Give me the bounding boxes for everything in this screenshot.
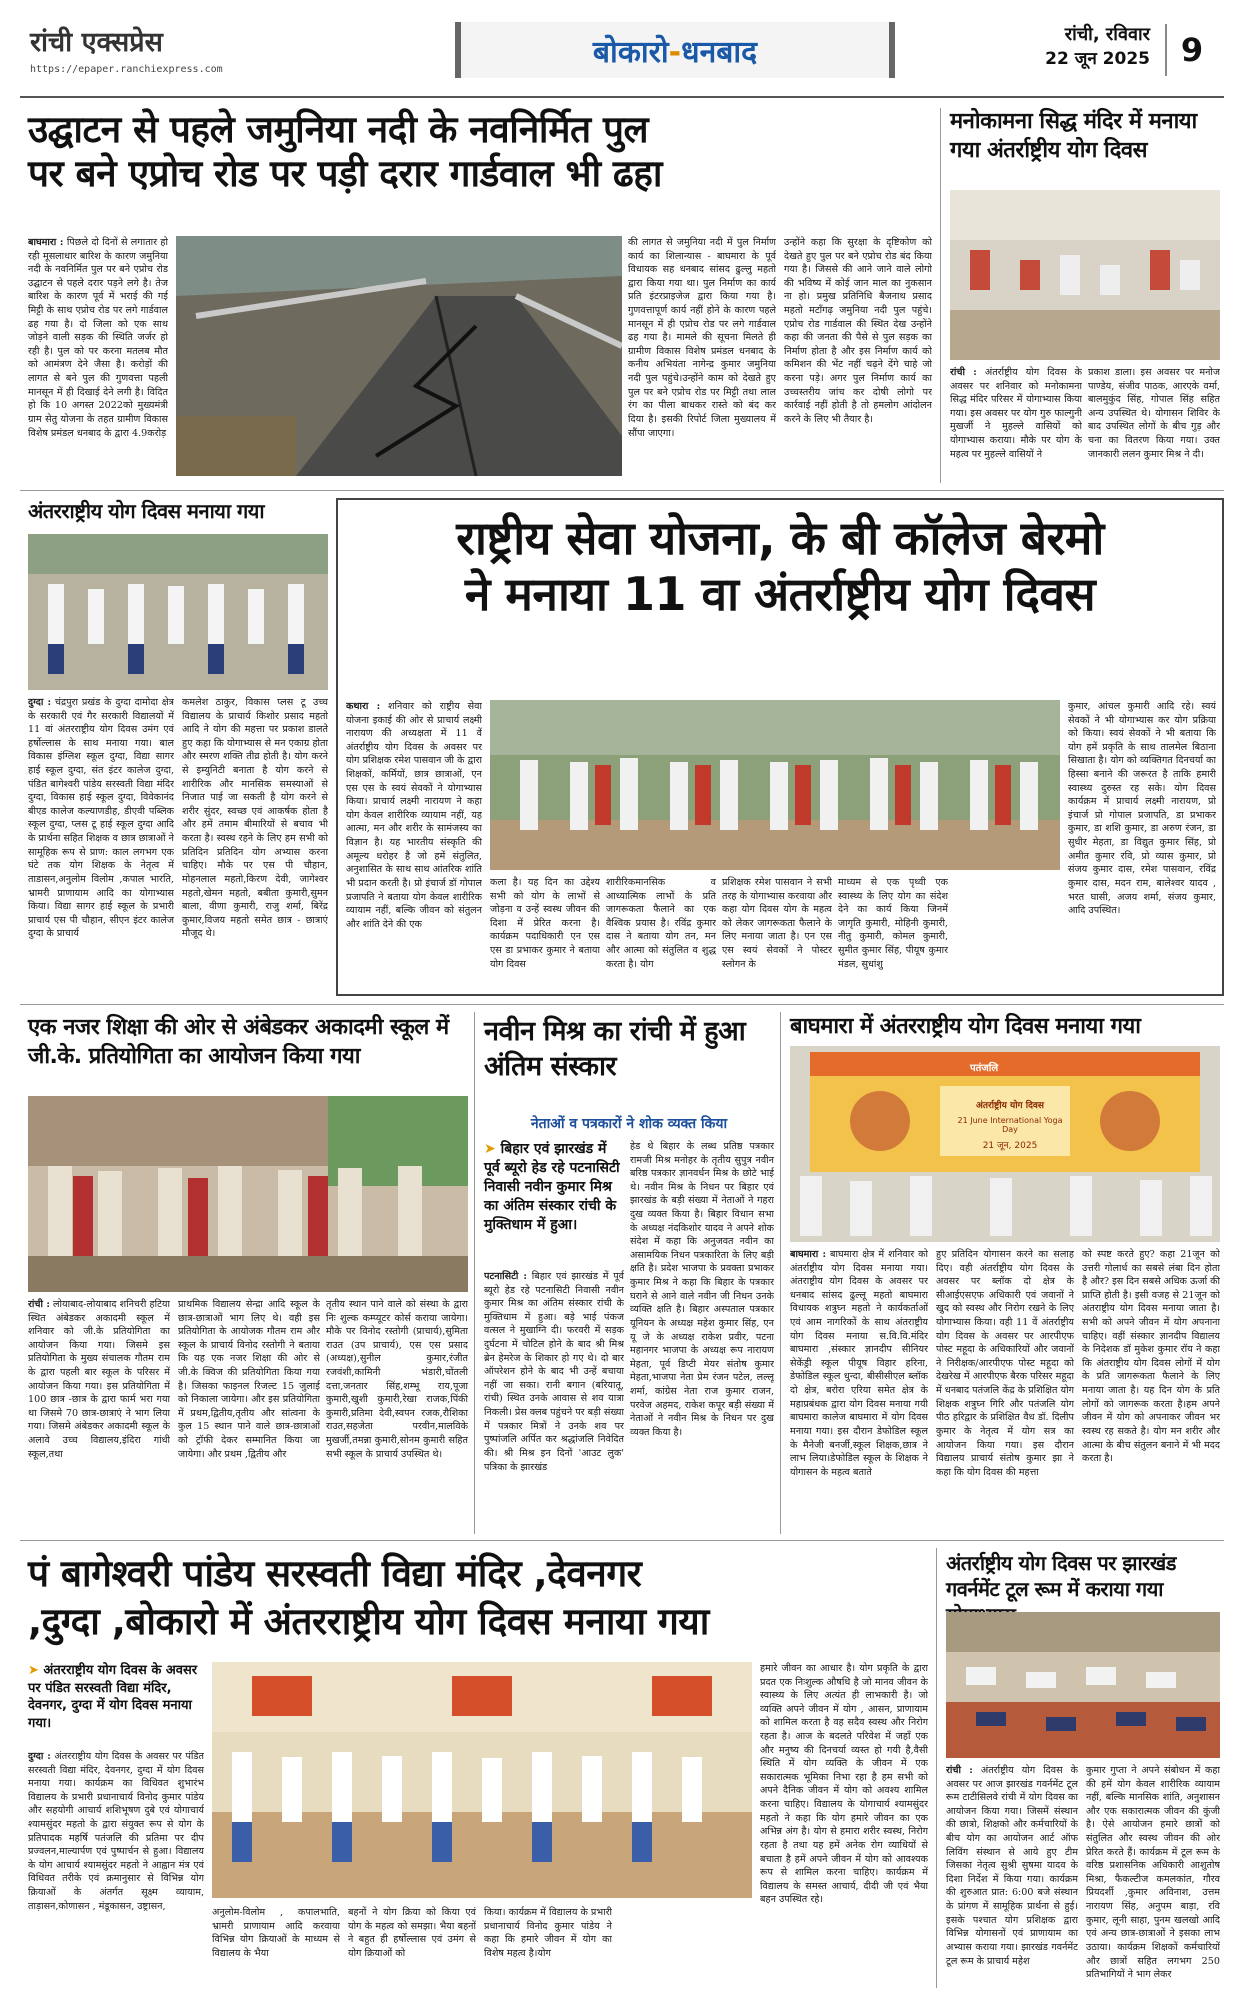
row-divider [20,490,1224,491]
school-yoga-photo [28,534,328,690]
story4-column-2: कला है। यह दिन का उद्देश्य सभी को योग के लाभों से जोड़ना व उन्हें स्वस्थ जीवन की दिशा में प्रेरित करना है। कार्यक्रम पदाधिकारी एन एस एस डा प्रभाकर कुमार ने बताया योग दिवस [490,877,600,970]
masthead-dateline [1000,22,1150,69]
story6-deck: ➤ बिहार एवं झारखंड में पूर्व ब्यूरो हेड रहे पटनासिटी निवासी नवीन कुमार मिश्र का अंतिम संस्कार रांची के मुक्तिधाम में हुआ। [484,1141,620,1233]
story9-column-1: रांची : अंतर्राष्ट्रीय योग दिवस के अवसर पर आज झारखंड गवर्नमेंट टूल रूम टाटीसिलवे रांची में योग दिवस का आयोजन किया गया। जिसमें संस्थान की छात्रो, शिक्षको और कर्मचारियों के बीच योग का आयोजन आर्ट ऑफ लिविंग संस्थान से आये हुए टीम जिसका नेतृत्व सुश्री सुषमा यादव के दिशा निर्देश में किया गया। कार्यक्रम की शुरुआत प्रात: 6:00 बजे संस्थान के प्रांगण में सामूहिक प्रार्थना से हुई। इसके पश्चात योग प्रशिक्षक द्वारा विभिन्न योगासनों एवं प्राणायाम का अभ्यास कराया गया। झारखंड गवर्नमेंट टूल रूम के प्राचार्य महेश [946,1765,1078,1967]
story1-column-1: बाघमारा : पिछले दो दिनों से लगातार हो रही मूसलाधार बारिश के कारण जमुनिया नदी के नवनिर्मित पुल पर बने एप्रोच रोड उद्घाटन से पहले दरार पड़ने लगे है। तेज बारिश के कारण पूर्व में भराई की गई मिट्टी के साथ एप्रोच रोड पर लगे गार्डवाल ढह गया है। दो जिला को एक साथ जोड़ने वाली सड़क की स्थिति जर्जर हो रही है। पुल को पर करना मतलब मौत को आमंत्रण देने जैसा है। करोड़ों की लागत से बने पुल की गुणवत्ता पहली मानसून में ही दिखाई देने लगी है। विदित हो कि 10 अगस्त 2022को मुख्यमंत्री ग्राम सेतु योजना के तहत ग्रामीण विकास विशेष प्रमंडल धनबाद के द्वारा 4.9करोड़ [28,237,168,439]
story9-column-2: कुमार गुप्ता ने अपने संबोधन में कहा की हमें योग केवल शारीरिक व्यायाम नहीं, बल्कि मानसिक शांति, अनुशासन और एक सकारात्मक जीवन की कुंजी है। ऐसे आयोजन हमारे छात्रों को संतुलित और स्वस्थ जीवन की ओर प्रेरित करते हैं। कार्यक्रम में टूल रूम के वरिष्ठ प्रशासनिक अधिकारी आशुतोष मिश्रा, फैकल्टीज कमलकांत, गौरव प्रियदर्शी ,कुमार अविनाश, उत्तम नारायण सिंह, अनुपम बाड़ा, रवि कुमार, लूनी साहा, पुनम खलखो आदि एवं अन्य छात्र-छात्राओं ने इसका लाभ उठाया। कार्यक्रम शिक्षकों कर्मचारियों और छात्रों सहित लगभग 250 प्रतिभागियों ने भाग लेकर [1086,1765,1220,1981]
banner-brand: पतंजलि [970,1063,999,1074]
story4-column-3: शारीरिकमानसिक व आध्यात्मिक लाभों के प्रति जागरूकता फैलाने का एक वैश्विक प्रयास है। रविंद्र कुमार दास ने बताया योग तन, मन और आत्मा को संतुलित व शुद्ध करता है। योग [606,877,716,970]
story9-headline: अंतर्राष्ट्रीय योग दिवस पर झारखंड गवर्नमेंट टूल रूम में कराया गया [946,1551,1176,1601]
column-divider [780,1012,781,1534]
story4-column-6: कुमार, आंचल कुमारी आदि रहे। स्वयं सेवकों ने भी योगाभ्यास कर योग प्रक्रिया को किया। स्वयं सेवकों ने भी बताया कि योग हमें प्रकृति के साथ तालमेल बिठाना सिखाता है। योग को व्यक्तिगत दिनचर्या का हिस्सा बनाने की जरूरत है ताकि हमारी स्वास्थ्य दुरुस्त रह सके। योग दिवस कार्यक्रम में प्राचार्य लक्ष्मी नारायण, प्रो इंचार्ज प्रो गोपाल प्रजापति, डा प्रभाकर कुमार, डा शशि कुमार, डा अरुण रंजन, डा सुधीर मेहता, डा विद्युत कुमार सिंह, प्रो अमीत कुमार रवि, प्रो व्यास कुमार, प्रो संजय कुमार दास, रमेश पासवान, रविंद्र कुमार दास, मदन राम, बालेश्वर यादव , भरत घासी, अजय शर्मा, संजय कुमार, आदि उपस्थित। [1068,701,1216,917]
city-day: रांची, रविवार [1064,24,1150,45]
story3-column-1: दुग्दा : चंद्रपुरा प्रखंड के दुग्दा दामोदा क्षेत्र के सरकारी एवं गैर सरकारी विद्यालयों में 11 वां अंतरराष्ट्रीय योग दिवस उमंग एवं हर्षोल्लास के साथ मनाया गया। बाल विकास इंग्लिश स्कूल दुग्दा, विद्या सागर हाई स्कूल दुग्दा, संत इंटर कालेज दुग्दा, पंडित बागेश्वरी पांडेय सरस्वती विद्या मंदिर दुग्दा, विकास हाई स्कूल दुग्दा, विवेकानंद बीएड कालेज कल्याणडीह, डीएवी पब्लिक स्कूल दुग्दा, प्लस टू हाई स्कूल दुग्दा आदि के प्रार्थना सहित शिक्षक व छात्र छात्राओं ने सामूहिक रूप से प्राण: काल लगभग एक घंटे तक योग शिक्षक के नेतृत्व में ताडासन,अनुलोम विलोम ,कपाल भारति, भ्रामरी प्राणायाम आदि का योगाभ्यास किया। विद्या सागर हाई स्कूल के प्रभारी प्राचार्य एस पी चौहान, सीएन इंटर कालेज दुग्दा के प्राचार्य [28,697,174,940]
story2-column-1: रांची : अंतर्राष्ट्रीय योग दिवस के अवसर पर शनिवार को मनोकामना सिद्ध मंदिर परिसर में योगाभ्यास किया गया। इस अवसर पर योग गुरु फाल्गुनी मुखर्जी ने मुहल्ले वासियों को योगाभ्यास कराया। मौके पर योग के महत्व पर मुहल्ले वासियों ने [950,367,1082,460]
baghmara-yoga-photo [790,1046,1220,1242]
story7-column-1: बाघमारा : बाघमारा क्षेत्र में शनिवार को अंतर्राष्ट्रीय योग दिवस मनाया गया। अंतराष्ट्रीय योग दिवस के अवसर पर धनबाद सांसद ढुल्लू महतो बाघमारा विधायक शत्रुघ्न महतो ने कार्यकर्ताओं एवं आम नागरिकों के साथ अंतराष्ट्रीय योग दिवस मनाया स.वि.वि.मंदिर बाघमारा ,संस्कार ज्ञानदीप सीनियर सेकेंड्री स्कूल पीयूष विहार हरिना, डेफोडिल स्कूल धुन्दा, बीसीसीएल ब्लॉक दो क्षेत्र, बरोरा एरिया समेत क्षेत्र के महाप्रबंधक द्वारा योग दिवस मनाया गयी बाघमारा कालेज बाघमारा में योग दिवस मनाया गया। इस दौरान डेफोडिल स्कूल के मैनेजी बनर्जी,स्कूल शिक्षक,छात्र ने लाभ लिया।डेफोडिल स्कूल के शिक्षक ने योगासन के महत्व बताते [790,1249,928,1478]
banner-date: 21 जून, 2025 [982,1141,1038,1151]
story7-column-3: को स्पष्ट करते हुए? कहा 21जून को उत्तरी गोलार्ध का सबसे लंबा दिन होता है और? इस दिन सबसे अधिक ऊर्जा की प्राप्ति होती है। इसी वजह से 21जून को अंतराष्ट्रीय योग दिवस मनाया जाता है। सभी को अपने जीवन में योग अपनाना चाहिए। वहीं संस्कार ज्ञानदीप विद्यालय के निदेशक डॉ मुकेश कुमार रॉय ने कहा कि अंतराष्ट्रीय योग दिवस लोगों में योग के प्रति जागरूकता फैलाने के लिए मनाया जाता है। यह दिन योग के प्रति लोगों को जागरूक करता है।हम अपने जीवन में योग को अपनाकर जीवन भर स्वस्थ रह सकते है। योग मन शरीर और आत्मा के बीच संतुलन बनाने में भी मदद करता है। [1082,1249,1220,1465]
story2-column-2: प्रकाश डाला। इस अवसर पर मनोज पाण्डेय, संजीव पाठक, आरएके वर्मा, बालमुकुंद सिंह, गोपाल सिंह सहित अन्य उपस्थित थे। योगासन शिविर के बाद उपस्थित लोगों के बीच गुड़ और चना का वितरण किया गया। उक्त जानकारी ललन कुमार मिश्र ने दी। [1088,367,1220,460]
column-divider [936,1548,937,1988]
story8-headline: पं बागेश्वरी पांडेय सरस्वती विद्या मंदिर ,देवनगर ,दुग्दा ,बोकारो में अंतरराष्ट्रीय योग दिवस मनाया गया [28,1552,709,1644]
story5-column-2: प्राथमिक विद्यालय सेन्द्रा आदि स्कूल के छात्र-छात्राओं भाग लिए थे। वही इस प्रतियोगिता के आयोजक गौतम राम और स्कूल के प्राचार्य विनोद रस्तोगी ने बताया कि यह एक नजर शिक्षा की ओर से जी.के क्विज की प्रतियोगिता किया गया है। जिसका फाइनल रिजल्ट 15 जुलाई को निकाला जायेगा। और इस प्रतियोगिता में प्रथम,द्वितीय,तृतीय और सांत्वना के कुल 15 स्थान पाने वाले छात्र-छात्राओं को ट्रॉफी देकर सम्मानित किया जा जायेगा। और प्रथम ,द्वितीय और [178,1299,320,1460]
story8-deck: ➤ अंतरराष्ट्रीय योग दिवस के अवसर पर पंडित सरस्वती विद्या मंदिर, देवनगर, दुग्दा में योग दिवस मनाया गया। [28,1663,198,1731]
newspaper-logo: रांची एक्सप्रेस [30,27,163,58]
gk-competition-photo [28,1096,468,1292]
story8-column-5: हमारे जीवन का आधार है। योग प्रकृति के द्वारा प्रदत एक निःशुल्क औषधि है जो मानव जीवन के स्वास्थ्य के लिए अत्यंत ही लाभकारी है। जो व्यक्ति अपने जीवन में योग , आसन, प्राणायाम को शामिल करता है वह सदैव स्वस्थ और निरोग रहता है। आज के बदलते परिवेश में जहाँ एक और मनुष्य की दिनचर्या व्यस्त हो गयी है,वैसी स्थिति में योग व्यक्ति के जीवन में एक सकारात्मक भूमिका निभा रहा है हम सभी को अपने दैनिक जीवन में योग को अवश्य शामिल करना चाहिए। विद्यालय के योगाचार्य श्यामसुंदर महतो ने कहा कि योग हमारे जीवन का एक अभिन्न अंग है। योग से हमारा शरीर स्वस्थ, निरोग रहता है तथा यह हमें अनेक रोग व्याधियों से बचाता है हमें अपने जीवन में योग को आवश्यक रूप से शामिल करना चाहिए। कार्यक्रम में विद्यालय के समस्त आचार्य, दीदी जी एवं भैया बहन उपस्थित रहे। [760,1663,928,1906]
vidya-mandir-yoga-photo [212,1662,752,1898]
column-divider [940,108,941,483]
arrow-bullet-icon: ➤ [484,1141,501,1157]
column-divider [474,1012,475,1534]
arrow-bullet-icon: ➤ [28,1663,44,1678]
page-number: 9 [1165,24,1217,76]
story6-kicker: नेताओं व पत्रकारों ने शोक व्यक्त किया [484,1114,774,1133]
story1-headline: उद्घाटन से पहले जमुनिया नदी के नवनिर्मित पुल पर बने एप्रोच रोड पर पड़ी दरार गार्डवाल भी ढहा [28,108,662,195]
story7-column-2: हुए प्रतिदिन योगासन करने का सलाह दिए। वही अंतर्राष्ट्रीय योग दिवस के अवसर पर ब्लॉक दो क्षेत्र के सीआईएसएफ अधिकारी एवं जवानों ने खुद को स्वस्थ और निरोग रखने के लिए योगाभ्यास किया। वही 11 वें अंतर्राष्ट्रीय योग दिवस के अवसर पर आरपीएफ पोस्ट महूदा के अधिकारियों और जवानों ने निरीक्षक/आरपीएफ पोस्ट महूदा को देखरेख में आरपीएफ बैरक परिसर महूदा में धनबाद पतंजलि केंद्र के प्रशिक्षित योग शिक्षक शत्रुघ्न गिरि और पतंजलि योग पीठ हरिद्वार के प्रशिक्षित वैध डॉ. दिलीप कुमार के नेतृत्व में योग सत्र का आयोजन किया गया। इस दौरान विद्यालय प्राचार्य संतोष कुमार झा ने कहा कि योग दिवस की महत्ता [936,1249,1074,1478]
story6-column-1: पटनासिटी : बिहार एवं झारखंड में पूर्व ब्यूरो हेड रहे पटनासिटी निवासी नवीन कुमार मिश्र का अंतिम संस्कार रांची के मुक्तिधाम में हुआ। बड़े भाई पंकज वत्सल ने मुखाग्नि दी। फरवरी में सड़क दुर्घटना में चोटिल होने के बाद श्री मिश्र ब्रेन हेमरेज के शिकार हो गए थे। दो बार ऑपरेशन होने के बाद भी उन्हें बचाया नहीं जा सका। रानी बगान (बरियातू, रांची) स्थित उनके आवास से शव यात्रा निकली। प्रेस क्लब पहुंचने पर बड़ी संख्या में पत्रकार मित्रों ने उनके शव पर पुष्पांजलि अर्पित कर श्रद्धांजलि निवेदित की। श्री मिश्र इन दिनों 'आउट लुक' पत्रिका के झारखंड [484,1271,624,1473]
story3-headline: अंतरराष्ट्रीय योग दिवस मनाया गया [28,499,265,523]
section-banner [455,22,895,78]
story8-column-3: बहनों ने योग क्रिया को किया एवं योग के महत्व को समझा। भैया बहनों ने बहुत ही हर्षोल्लास एवं उमंग से योग क्रियाओं को [348,1907,476,1959]
section-title: बोकारो-धनबाद [592,34,758,70]
story3-column-2: कमलेश ठाकुर, विकास प्लस टू उच्च विद्यालय के प्राचार्य किशोर प्रसाद महतो आदि ने योग की महत्ता पर प्रकाश डालते हुए कहा कि योगाभ्यास से मन एकाग्र होता और स्मरण शक्ति तीव्र होती है। योग करने से इम्युनिटी बनाता है योग करने से शारीरिक और मानसिक समस्याओं से निजात पाई जा सकती है योग करने से शरीर सुंदर, स्वच्छ एवं आकर्षक होता है और हमें तमाम बीमारियों से बचाव भी करता है। स्वस्थ रहने के लिए हम सभी को प्रतिदिन प्रतिदिन योग अभ्यास करना चाहिए। मौके पर एस पी चौहान, मोहनलाल महतो,किरण देवी, जागेश्वर महतो,खेमन महतो, बबीता कुमारी,सुमन बाला, वीणा कुमारी, राजु शर्मा, बिरेंद्र कुमार,विजय महतो समेत छात्र - छात्राएं मौजूद थे। [182,697,328,940]
row-divider [20,1540,1224,1541]
masthead-rule [20,96,1224,98]
story4-column-1: कथारा : शनिवार को राष्ट्रीय सेवा योजना इकाई की ओर से प्राचार्य लक्ष्मी नारायण की अध्यक्षता में 11 वें अंतर्राष्ट्रीय योग दिवस के अवसर पर योग प्रशिक्षक रमेश पासवान जी के द्वारा शिक्षकों, कर्मियों, छात्र छात्राओं, एन एस एस के स्वयं सेवकों ने योगाभ्यास किया। प्राचार्य लक्ष्मी नारायण ने कहा योग केवल शारीरिक व्यायाम नहीं, यह आत्मा, मन और शरीर के सामंजस्य का विज्ञान है। यह भारतीय संस्कृति की अमूल्य धरोहर है जो हमें संतुलित, अनुशासित के साथ साथ आंतरिक शांति भी प्रदान करती है। प्रो इंचार्ज डॉ गोपाल प्रजापति ने बताया योग केवल शारीरिक व्यायाम नहीं, बल्कि जीवन को संतुलन और शांति देने की एक [346,701,482,930]
story4-column-5: माध्यम से एक पृथ्वी एक स्वास्थ्य के लिए योग का संदेश देने का कार्य किया जिनमें जागृति कुमारी, मोहिनी कुमारी, नीतु कुमारी, कोमल कुमारी, सुमीत कुमार सिंह, पीयूष कुमार मंडल, सुधांशु [838,877,948,970]
story5-column-3: तृतीय स्थान पाने वाले को संस्था के द्वारा निः शुल्क कम्प्यूटर कोर्स कराया जायेगा। मौके पर विनोद रस्तोगी (प्राचार्य),सुमिता राउत (उप प्राचार्य), एस एस प्रसाद (अध्यक्ष),सुनील कुमार,रंजीत रजवंशी,कामिनी भंडारी,चोंतली दत्ता,जनतार सिंह,शम्भू राय,पूजा कुमारी,खुशी कुमारी,रेखा राजक,पिंकी कुमारी,प्रतिमा देवी,स्वपन रजक,रौशिका राउत,सहजेता परवीन,मालविके मुखर्जी,तमन्ना कुमारी,सोनम कुमारी सहित सभी स्कूल के प्राचार्य उपस्थित थे। [326,1299,468,1460]
story4-column-4: प्रशिक्षक रमेश पासवान ने सभी तरह के योगाभ्यास करवाया और कहा योग दिवस योग के महत्व को लेकर जागरूकता फैलाने के लिए मनाया जाता है। एन एस एस स्वयं सेवकों ने पोस्टर स्लोगन के [722,877,832,970]
issue-date: 22 जून 2025 [1045,49,1150,69]
row-divider [20,1004,1224,1005]
banner-line1: अंतर्राष्ट्रीय योग दिवस [976,1101,1044,1111]
bridge-crack-photo [176,236,622,476]
epaper-url[interactable]: https://epaper.ranchiexpress.com [30,64,223,75]
nss-yoga-photo [490,700,1060,870]
story8-column-1: दुग्दा : अंतरराष्ट्रीय योग दिवस के अवसर पर पंडित सरस्वती विद्या मंदिर, देवनगर, दुग्दा में योग दिवस मनाया गया। कार्यक्रम का विधिवत शुभारंभ विद्यालय के प्रभारी प्रधानाचार्य विनोद कुमार पांडेय और सहयोगी आचार्य शशिभूषण दुबे एवं योगाचार्य श्यामसुंदर महतो के द्वारा संयुक्त रूप से योग के प्रतिपादक महर्षि पतंजलि की प्रतिमा पर दीप प्रज्वलन,माल्यार्पण एवं पुष्पार्चन से हुआ। विद्यालय के योग आचार्य श्यामसुंदर महतो ने आह्वान मंत्र एवं विधिवत तरीके एवं क्रमानुसार से विभिन्न योग क्रियाओं के अंतर्गत सूक्ष्म व्यायाम, ताड़ासन,कोणासन , मंडूकासन, उष्ट्रासन, [28,1751,204,1912]
story8-column-2: अनुलोम-विलोम , कपालभाति, भ्रामरी प्राणायाम आदि करवाया विभिन्न योग क्रियाओं के माध्यम से विद्यालय के भैया [212,1907,340,1959]
story5-column-1: रांची : लोयाबाद-लोयाबाद शनिचरी हटिया स्थित अंबेडकर अकादमी स्कूल में शनिवार को जी.के प्रतियोगिता का आयोजन किया गया। जिसमे इस प्रतियोगिता के मुख्य संचालक गौतम राम के द्वारा पहली बार स्कूल के परिसर में आयोजन किया गया। इस प्रतियोगिता में 100 छात्र -छात्र के द्वारा फार्म भरा गया था जिसमे 70 छात्र-छात्राएं ने भाग लिया गया। जिसमे अंबेडकर अकादमी स्कूल के अलावे उच्च विद्यालय,इंदिरा गांधी स्कूल,तथा [28,1299,170,1460]
story7-headline: बाघमारा में अंतरराष्ट्रीय योग दिवस मनाया गया [790,1014,1141,1039]
story1-column-3: उन्होंने कहा कि सुरक्षा के दृष्टिकोण को देखते हुए पुल पर बने एप्रोच रोड बंद किया गया है। जिससे की आने जाने वाले लोगो की भविष्य में कोई जान माल का नुकसान ना हो। प्रमुख प्रतिनिधि बैजनाथ प्रसाद महतो मटॉंगढ़ जमुनिया नदी पुल पहुंचे। एप्रोच रोड गार्डवाल की स्थित देख उन्होंने कहा की जनता की पैसे से पुल सड़क का निर्माण होता है और इस निर्माण कार्य को कमिशन की भेंट नहीं चढ़ने देंगे चाहे जो करना पड़े। अगर पुल निर्माण कार्य का उच्चस्तरीय जांच कर दोषी लोगो पर कार्रवाई नहीं होती है तो हमलोग आंदोलन करने के लिए भी तैयार है। [784,237,932,425]
story2-headline: मनोकामना सिद्ध मंदिर में मनाया गया अंतर्राष्ट्रीय योग दिवस [950,109,1197,163]
story5-headline: एक नजर शिक्षा की ओर से अंबेडकर अकादमी स्कूल में जी.के. प्रतियोगिता का आयोजन किया गया [28,1015,449,1069]
story8-column-4: किया। कार्यक्रम में विद्यालय के प्रभारी प्रधानाचार्य विनोद कुमार पांडेय ने कहा कि हमारे जीवन में योग का विशेष महत्व है।योग [484,1907,612,1959]
tool-room-yoga-photo [946,1612,1220,1758]
story6-headline: नवीन मिश्र का रांची में हुआ अंतिम संस्कार [484,1016,746,1083]
story4-headline: राष्ट्रीय सेवा योजना, के बी कॉलेज बेरमो ने मनाया 11 वा अंतर्राष्ट्रीय योग दिवस [456,511,1104,622]
banner-line2: 21 June International Yoga Day [957,1116,1063,1134]
story6-column-2: हेड थे बिहार के लब्ध प्रतिष्ठ पत्रकार रामजी मिश्र मनोहर के तृतीय सुपुत्र नवीन बरिष्ठ पत्रकार ज्ञानवर्धन मिश्र के छोटे भाई थे। नवीन मिश्र के निधन पर बिहार एवं झारखंड के बड़ी संख्या में नेताओं ने गहरा दुख व्यक्त किया है। बिहार विधान सभा के अध्यक्ष नंदकिशोर यादव ने अपने शोक संदेश में कहा कि अनुजवत नवीन का असामयिक निधन पत्रकारिता के लिए बड़ी क्षति है। प्रदेश भाजपा के प्रवक्ता प्रभाकर कुमार मिश्र ने कहा कि बिहार के पत्रकार घराने से आने वाले नवीन जी निधन उनके व्यक्ति क्षति है। बिहार अस्पताल पत्रकार यूनियन के अध्यक्ष महेश कुमार सिंह, एन यू जे के अध्यक्ष राकेश प्रवीर, पटना महानगर भाजपा के अध्यक्ष रूप नारायण मेहता, पूर्व डिप्टी मेयर संतोष कुमार मेहता,भाजपा नेता प्रेम रंजन पटेल, लल्लू शर्मा, कांग्रेस नेता राज कुमार राजन, परवेज अहमद, राकेश कपूर बड़ी संख्या में नेताओं ने नवीन मिश्र के निधन पर दुख व्यक्त किया है। [630,1141,774,1438]
masthead [0,0,1244,96]
temple-yoga-photo [950,190,1220,360]
story1-column-2: की लागत से जमुनिया नदी में पुल निर्माण कार्य का शिलान्यास - बाघमारा के पूर्व विधायक सह धनबाद सांसद ढुल्लु महतो द्वारा किया गया था। पुल निर्माण का कार्य प्रति इंटरप्राइजेज द्वारा किया गया है। गुणवत्तापूर्ण कार्य नहीं होने के कारण पहले मानसून में ही एप्रोच रोड पर लगे गार्डवाल ढह गया है। मामले की सूचना मिलते ही ग्रामीण विकास विशेष प्रमंडल धनबाद के कनीय अभियंता नागेन्द्र कुमार जमुनिया नदी पुल पहुंचे।उन्होंने काम को देखते हुए पुल पर बने एप्रोच रोड पर मिट्टी तथा लाल रंग का पीला बाधकर रास्ते को बंद कर दिया है। इसकी रिपोर्ट जिला मुख्यालय में सौंपा जाएगा। [628,237,776,439]
